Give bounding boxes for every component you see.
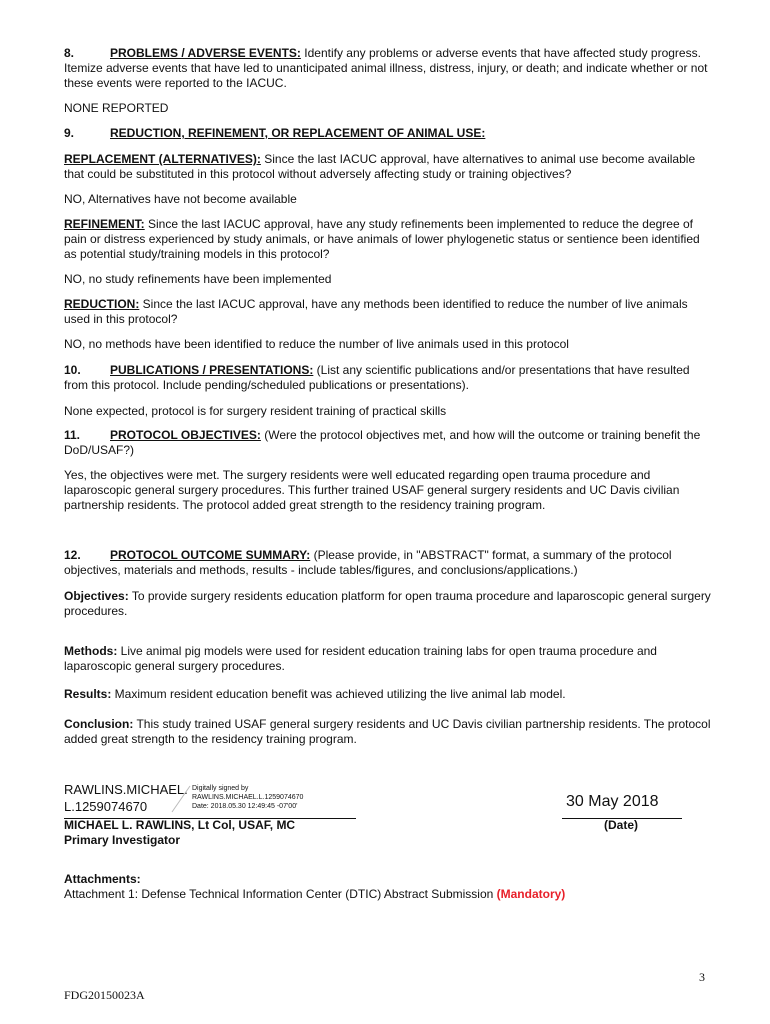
- signer-name: MICHAEL L. RAWLINS, Lt Col, USAF, MC: [64, 818, 296, 832]
- refinement-text: Since the last IACUC approval, have any study refinements been implemented to reduce the degree of pain or distress experienced by study animals, or have animals of lower phylogenetic status or sentience been identified as potential study/training models in this protocol?: [64, 217, 700, 261]
- objectives-text: To provide surgery residents education platform for open trauma procedure and laparoscopic general surgery procedures.: [64, 589, 711, 618]
- results-paragraph: [64, 687, 714, 702]
- form-id: FDG20150023A: [64, 988, 145, 1002]
- objectives-label: Objectives:: [64, 589, 129, 603]
- section-9-title: REDUCTION, REFINEMENT, OR REPLACEMENT OF ANIMAL USE:: [110, 126, 486, 140]
- replacement-text: Since the last IACUC approval, have alternatives to animal use become available that could be substituted in this protocol without adversely affecting study or training objectives?: [64, 152, 696, 181]
- signature-name-line2: L.1259074670: [64, 799, 148, 814]
- signer-role: Primary Investigator: [64, 833, 181, 847]
- reduction-title: REDUCTION:: [64, 297, 140, 311]
- signature-name-line1: RAWLINS.MICHAEL.: [64, 782, 188, 797]
- section-11-number: 11.: [64, 428, 81, 442]
- signature-digital-line1: Digitally signed by: [192, 785, 249, 792]
- conclusion-text: This study trained USAF general surgery residents and UC Davis civilian partnership residents. The protocol added great strength to the residency training program.: [64, 717, 711, 746]
- section-8-answer: NONE REPORTED: [64, 101, 169, 115]
- signature-digital-line2: RAWLINS.MICHAEL.L.1259074670: [192, 794, 304, 801]
- section-12-prompt: [64, 548, 714, 578]
- mandatory-label: (Mandatory): [496, 887, 566, 901]
- replacement-answer: NO, Alternatives have not become available: [64, 192, 297, 206]
- replacement-title: REPLACEMENT (ALTERNATIVES):: [64, 152, 261, 166]
- section-11-text: (Were the protocol objectives met, and how will the outcome or training benefit the DoD/USAF?): [64, 428, 701, 457]
- section-12-number: 12.: [64, 548, 81, 562]
- section-10-answer: None expected, protocol is for surgery resident training of practical skills: [64, 404, 447, 418]
- section-11-answer: Yes, the objectives were met. The surgery residents were well educated regarding open trauma procedure and laparoscopic general surgery procedures. This further trained USAF general surgery residents and UC Davis civilian partnership residents. The protocol added great strength to the residency training program.: [64, 468, 680, 512]
- attachment-item: [64, 887, 565, 902]
- refinement-answer: NO, no study refinements have been implemented: [64, 272, 332, 286]
- section-8-title: PROBLEMS / ADVERSE EVENTS:: [110, 46, 301, 60]
- methods-text: Live animal pig models were used for resident education training labs for open trauma procedure and laparoscopic general surgery procedures.: [64, 644, 657, 673]
- page-number: 3: [699, 970, 705, 984]
- section-9-number: 9.: [64, 126, 75, 140]
- objectives-paragraph: [64, 589, 714, 619]
- section-11-prompt: [64, 428, 714, 458]
- section-9-heading: [64, 126, 714, 141]
- refinement-prompt: [64, 217, 714, 262]
- section-10-number: 10.: [64, 363, 81, 377]
- section-10-title: PUBLICATIONS / PRESENTATIONS:: [110, 363, 314, 377]
- section-8-text: Identify any problems or adverse events that have affected study progress. Itemize adverse events that have led to unanticipated animal illness, distress, injury, or death; and indicate whether or not these events were reported to the IACUC.: [64, 46, 708, 90]
- results-label: Results:: [64, 687, 112, 701]
- signature-digital-line3: Date: 2018.05.30 12:49:45 -07'00': [192, 803, 298, 810]
- section-10-text: (List any scientific publications and/or presentations that have resulted from this protocol. Include pending/scheduled publications or presentations).: [64, 363, 690, 392]
- attachments-label: Attachments:: [64, 872, 141, 886]
- section-11-title: PROTOCOL OBJECTIVES:: [110, 428, 261, 442]
- date-label: (Date): [604, 818, 639, 832]
- methods-label: Methods:: [64, 644, 118, 658]
- replacement-prompt: [64, 152, 714, 182]
- results-text: Maximum resident education benefit was achieved utilizing the live animal lab model.: [111, 687, 566, 701]
- conclusion-label: Conclusion:: [64, 717, 134, 731]
- reduction-text: Since the last IACUC approval, have any methods been identified to reduce the number of live animals used in this protocol?: [64, 297, 688, 326]
- section-10-prompt: [64, 363, 714, 393]
- signature-check-mark-icon: [170, 784, 192, 814]
- attachment-item-text: Attachment 1: Defense Technical Information Center (DTIC) Abstract Submission: [64, 887, 497, 901]
- section-12-text: (Please provide, in "ABSTRACT" format, a summary of the protocol objectives, materials and methods, results - include tables/figures, and conclusions/applications.): [64, 548, 672, 577]
- reduction-prompt: [64, 297, 714, 327]
- methods-paragraph: [64, 644, 714, 674]
- refinement-title: REFINEMENT:: [64, 217, 145, 231]
- section-8-number: 8.: [64, 46, 75, 60]
- section-12-title: PROTOCOL OUTCOME SUMMARY:: [110, 548, 311, 562]
- digital-signature-details: [192, 784, 303, 811]
- section-8-prompt: [64, 46, 714, 91]
- reduction-answer: NO, no methods have been identified to reduce the number of live animals used in this protocol: [64, 337, 569, 351]
- signature-date: 30 May 2018: [566, 793, 659, 810]
- conclusion-paragraph: [64, 717, 714, 747]
